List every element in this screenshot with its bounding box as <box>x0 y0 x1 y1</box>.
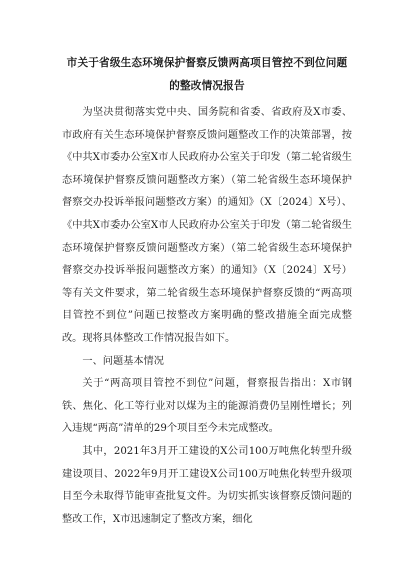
document-page <box>62 52 352 531</box>
document-title: 市关于省级生态环境保护督察反馈两高项目管控不到位问题的整改情况报告 <box>66 57 348 92</box>
section-paragraph: 其中，2021年3月开工建设的X公司100万吨焦化转型升级建设项目、2022年9月开工建设X公司100万吨焦化转型升级项目至今未取得节能审查批复文件。为切实抓实该督察反馈问题的整改工作，X市迅速制定了整改方案，细化 <box>62 445 352 525</box>
section-paragraph: 关于“两高项目管控不到位”问题，督察报告指出：X市钢铁、焦化、化工等行业对以煤为主的能源消费仍呈刚性增长；列入违规“两高”清单的29个项目至今未完成整改。 <box>62 378 352 435</box>
intro-paragraph: 为坚决贯彻落实党中央、国务院和省委、省政府及X市委、市政府有关生态环境保护督察反馈问题整改工作的决策部署，按《中共X市委办公室X市人民政府办公室关于印发（第二轮省级生态环境保护督察反馈问题整改方案）（第二轮省级生态环境保护督察交办投诉举报问题整改方案）的通知》（X〔2024〕X号）、《中共X市委办公室X市人民政府办公室关于印发（第二轮省级生态环境保护督察反馈问题整改方案）（第二轮省级生态环境保护督察交办投诉举报问题整改方案）的通知》（X〔2024〕X号）等有关文件要求，第二轮省级生态环境保护督察反馈的“两高项目管控不到位”问题已按整改方案明确的整改措施全面完成整改。现将具体整改工作情况报告如下。 <box>62 107 352 344</box>
section-heading: 一、问题基本情况 <box>82 355 164 367</box>
